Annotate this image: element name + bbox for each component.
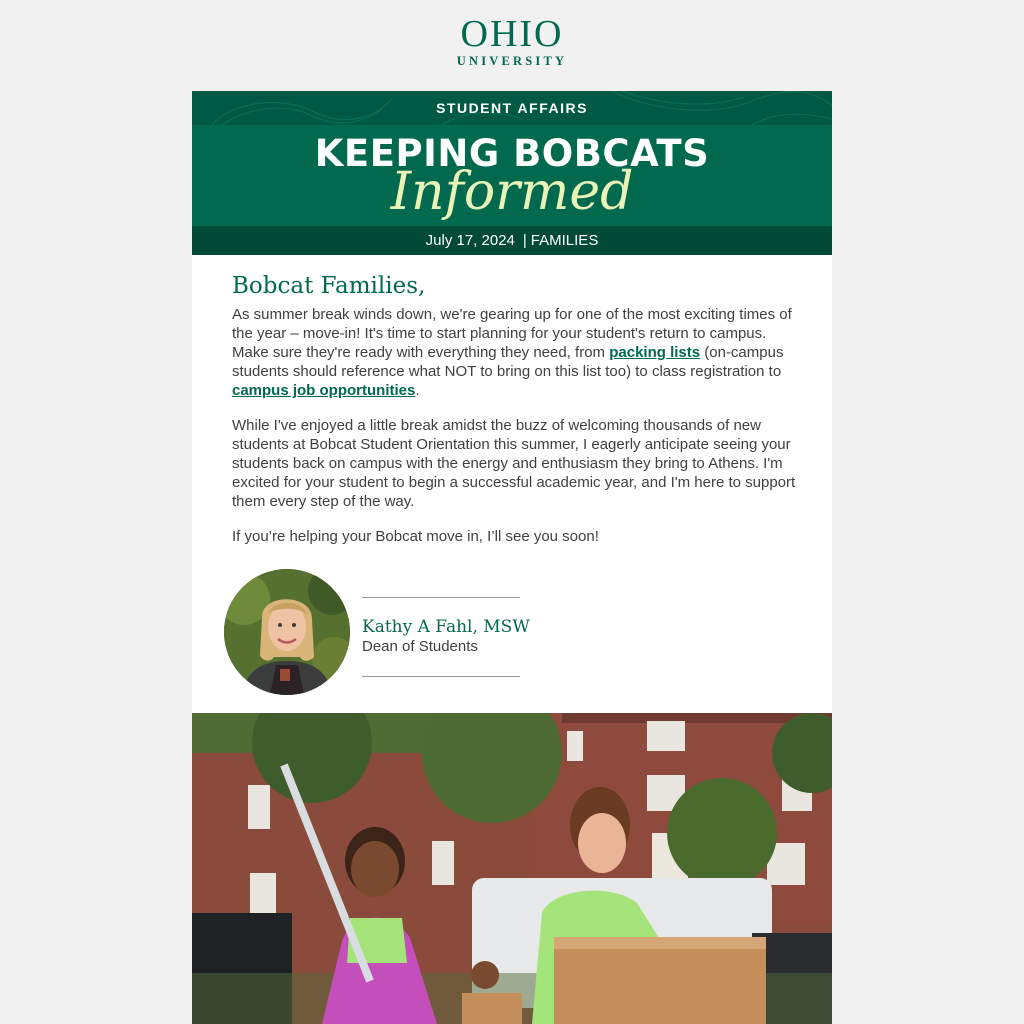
packing-lists-link[interactable]: packing lists: [609, 344, 701, 361]
dateline-separator: |: [522, 232, 527, 249]
signature-block: [362, 597, 530, 677]
campus-job-opportunities-link[interactable]: campus job opportunities: [232, 382, 416, 399]
paragraph-1-text-b: (on-campus students should reference what NOT to bring on this list too) to class registration to: [232, 344, 784, 380]
newsletter-card: [192, 91, 832, 1024]
ohio-university-logo[interactable]: [0, 14, 1024, 68]
department-label: STUDENT AFFAIRS: [436, 100, 588, 116]
paragraph-1-text-a: As summer break winds down, we're gearing up for one of the most exciting times of the year – move-in! It's time to start planning for your student's return to campus. Make sure they're ready with everything they need, from: [232, 306, 792, 361]
signature-name: Kathy A Fahl, MSW: [362, 617, 530, 637]
paragraph-1-text-c: .: [415, 382, 420, 399]
banner-top-strip: [192, 91, 832, 125]
signature-title: Dean of Students: [362, 638, 478, 655]
dean-portrait: [224, 569, 350, 695]
move-in-photo: [192, 713, 832, 1024]
move-in-photo-illustration: [192, 713, 832, 1024]
issue-date: July 17, 2024: [425, 232, 515, 249]
newsletter-title-script: Informed: [390, 162, 634, 222]
newsletter-title: KEEPING BOBCATS: [314, 132, 710, 175]
dateline-bar: [192, 226, 832, 255]
paragraph-3: If you’re helping your Bobcat move in, I’ll see you soon!: [232, 528, 599, 545]
newsletter-banner: [192, 91, 832, 255]
greeting: Bobcat Families,: [232, 273, 426, 299]
paragraph-2: While I've enjoyed a little break amidst the buzz of welcoming thousands of new students at Bobcat Student Orientation this summer, I eagerly anticipate seeing your students back on campus with the energy and enthusiasm they bring to Athens. I'm excited for your student to begin a successful academic year, and I'm here to support them every step of the way.: [232, 417, 796, 510]
message-body: [232, 271, 797, 562]
portrait-illustration: [224, 569, 350, 695]
logo-wordmark: OHIO: [460, 13, 564, 55]
logo-subtitle: UNIVERSITY: [456, 54, 568, 68]
audience-label: FAMILIES: [530, 232, 599, 249]
paragraph-1: [232, 305, 797, 400]
